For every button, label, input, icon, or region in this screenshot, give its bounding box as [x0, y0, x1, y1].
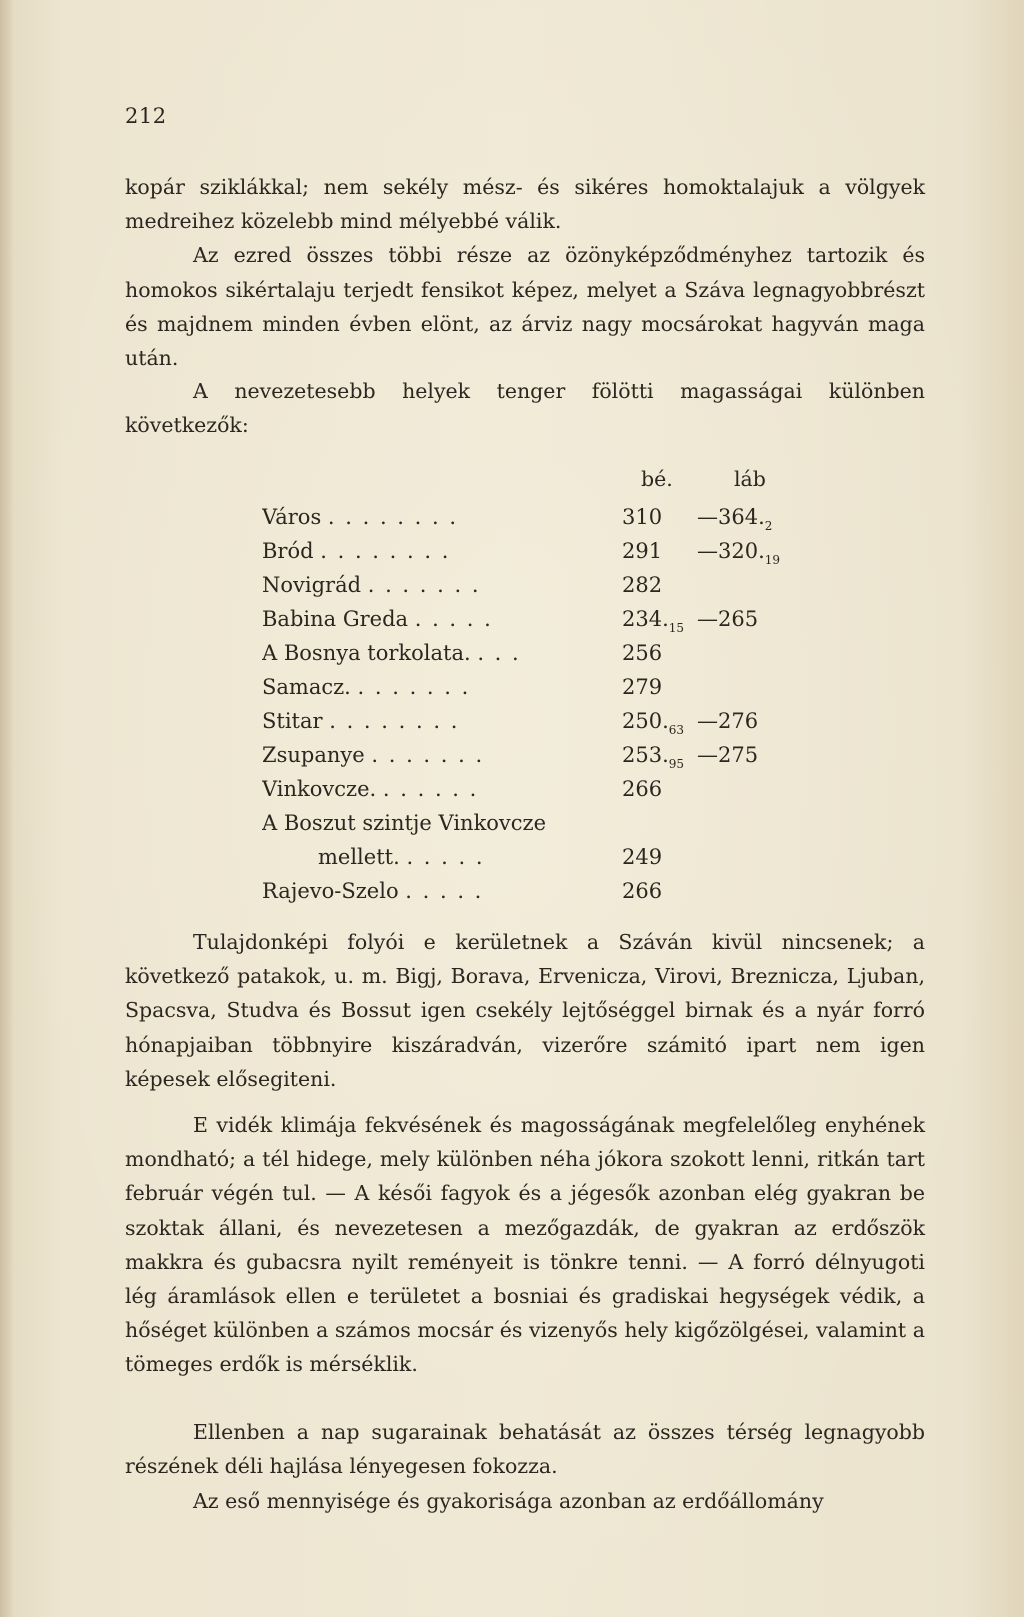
paragraph-text: A nevezetesebb helyek tenger fölötti magasságai különben következők:	[125, 379, 925, 438]
lab-value: $—320._{19}$	[697, 539, 781, 567]
be-value: 256	[622, 641, 663, 665]
place-name: Bród . . . . . . . .	[262, 539, 451, 563]
table-header	[0, 467, 1024, 501]
table-row	[0, 675, 1024, 709]
table-row	[0, 743, 1024, 777]
page-number: 212	[125, 104, 167, 128]
be-value: $234._{15}$	[622, 607, 685, 635]
be-value: 266	[622, 879, 663, 903]
be-value: 291	[622, 539, 663, 563]
place-name: mellett. . . . . .	[318, 845, 485, 869]
paragraph-2	[125, 374, 925, 442]
place-name: Rajevo-Szelo . . . . .	[262, 879, 484, 903]
paragraph-text: kopár sziklákkal; nem sekély mész- és sikéres homoktalajuk a völgyek medreihez közelebb mind mélyebbé válik.	[125, 175, 925, 234]
lab-value: —275	[697, 743, 759, 767]
table-row	[0, 709, 1024, 743]
be-value: 282	[622, 573, 663, 597]
be-value: $253._{95}$	[622, 743, 685, 771]
table-row	[0, 607, 1024, 641]
table-row	[0, 777, 1024, 811]
table-row	[0, 879, 1024, 913]
place-name: A Bosnya torkolata. . . .	[262, 641, 521, 665]
paragraph-text: Tulajdonképi folyói e kerületnek a Száván kivül nincsenek; a következő patakok, u. m. Bigj, Borava, Ervenicza, Virovi, Breznicza, Ljuban, Spacsva, Studva és Bossut igen csekély lejtőséggel birnak és a nyár forró hónapjaiban többnyire kiszáradván, vizerőre számitó ipart nem igen képesek elősegiteni.	[125, 930, 925, 1091]
place-name: Samacz. . . . . . . .	[262, 675, 471, 699]
paragraph-text: Az eső mennyisége és gyakorisága azonban az erdőállomány	[193, 1489, 824, 1513]
paragraph-text: Ellenben a nap sugarainak behatását az összes térség legnagyobb részének déli hajlása lényegesen fokozza.	[125, 1420, 925, 1479]
table-row	[0, 845, 1024, 879]
be-value: 266	[622, 777, 663, 801]
paragraph-5	[125, 1415, 925, 1483]
lab-value: $—364._2$	[697, 505, 773, 533]
header-lab: láb	[734, 467, 766, 491]
place-name: Novigrád . . . . . . .	[262, 573, 481, 597]
place-name: Város . . . . . . . .	[262, 505, 459, 529]
table-row	[0, 641, 1024, 675]
place-name: Vinkovcze. . . . . . .	[262, 777, 479, 801]
place-name: Babina Greda . . . . .	[262, 607, 493, 631]
paragraph-3	[125, 925, 925, 1096]
be-value: 279	[622, 675, 663, 699]
paragraph-6	[125, 1484, 925, 1518]
lab-value: —276	[697, 709, 759, 733]
table-row	[0, 539, 1024, 573]
paragraph-text: Az ezred összes többi része az özönyképződményhez tartozik és homokos sikértalaju terjedt fensikot képez, melyet a Száva legnagyobbrészt és majdnem minden évben elönt, az árviz nagy mocsárokat hagyván maga után.	[125, 243, 925, 371]
be-value: $250._{63}$	[622, 709, 685, 737]
table-row	[0, 505, 1024, 539]
header-be: bé.	[641, 467, 673, 491]
table-row	[0, 811, 1024, 845]
paragraph-4	[125, 1108, 925, 1382]
place-name: Stitar . . . . . . . .	[262, 709, 460, 733]
place-name: Zsupanye . . . . . . .	[262, 743, 485, 767]
paragraph-1	[125, 170, 925, 375]
be-value: 310	[622, 505, 663, 529]
lab-value: —265	[697, 607, 759, 631]
be-value: 249	[622, 845, 663, 869]
place-name: A Boszut szintje Vinkovcze	[262, 811, 547, 835]
table-row	[0, 573, 1024, 607]
paragraph-text: E vidék klimája fekvésének és magosságának megfelelőleg enyhének mondható; a tél hidege, mely különben néha jókora szokott lenni, ritkán tart február végén tul. — A késői fagyok és a jégesők azonban elég gyakran be szoktak állani, és nevezetesen a mezőgazdák, de gyakran az erdőszök makkra és gubacsra nyilt reményeit is tönkre tenni. — A forró délnyugoti lég áramlások ellen e területet a bosniai és gradiskai hegységek védik, a hőséget különben a számos mocsár és vizenyős hely kigőzölgései, valamint a tömeges erdők is mérséklik.	[125, 1113, 925, 1377]
